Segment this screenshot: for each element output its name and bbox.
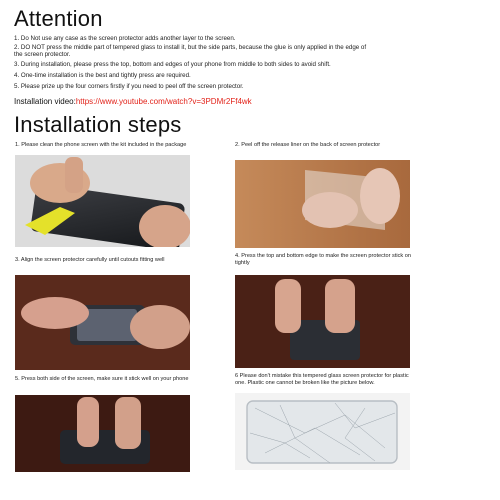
note-2: 2. DO NOT press the middle part of tempered glass to install it, but the side parts, because the glue is only applied in the edge of the screen protector. (14, 44, 367, 59)
installation-title: Installation steps (14, 112, 182, 137)
step-2-caption: 2. Peel off the release liner on the back of screen protector (235, 142, 381, 148)
step-3-caption: 3. Align the screen protector carefully until cutouts fitting well (15, 257, 165, 263)
note-1: 1. Do Not use any case as the screen protector adds another layer to the screen. (14, 35, 236, 42)
note-5: 5. Please prize up the four corners firstly if you need to peel off the screen protector. (14, 83, 244, 90)
step-1-photo (15, 155, 190, 247)
step-3-photo (15, 275, 190, 370)
step-6-photo (235, 393, 410, 470)
step-5-caption: 5. Press both side of the screen, make sure it stick well on your phone (15, 376, 189, 382)
step-4-photo (235, 275, 410, 368)
video-label: Installation video: (14, 97, 76, 106)
step-1-caption: 1. Please clean the phone screen with the kit included in the package (15, 142, 187, 148)
note-4: 4. One-time installation is the best and tightly press are required. (14, 72, 191, 79)
installation-video (14, 97, 252, 106)
video-link[interactable]: https://www.youtube.com/watch?v=3PDMr2Ff4wk (75, 97, 252, 106)
note-3: 3. During installation, please press the top, bottom and edges of your phone from middle to both sides to avoid shift. (14, 61, 331, 68)
step-6-caption: 6 Please don't mistake this tempered glass screen protector for plastic one. Plastic one cannot be broken like the picture below. (235, 373, 409, 386)
attention-title: Attention (14, 6, 103, 31)
step-5-photo (15, 395, 190, 472)
step-2-photo (235, 160, 410, 248)
step-4-caption: 4. Press the top and bottom edge to make the screen protector stick on tightly (235, 253, 411, 266)
